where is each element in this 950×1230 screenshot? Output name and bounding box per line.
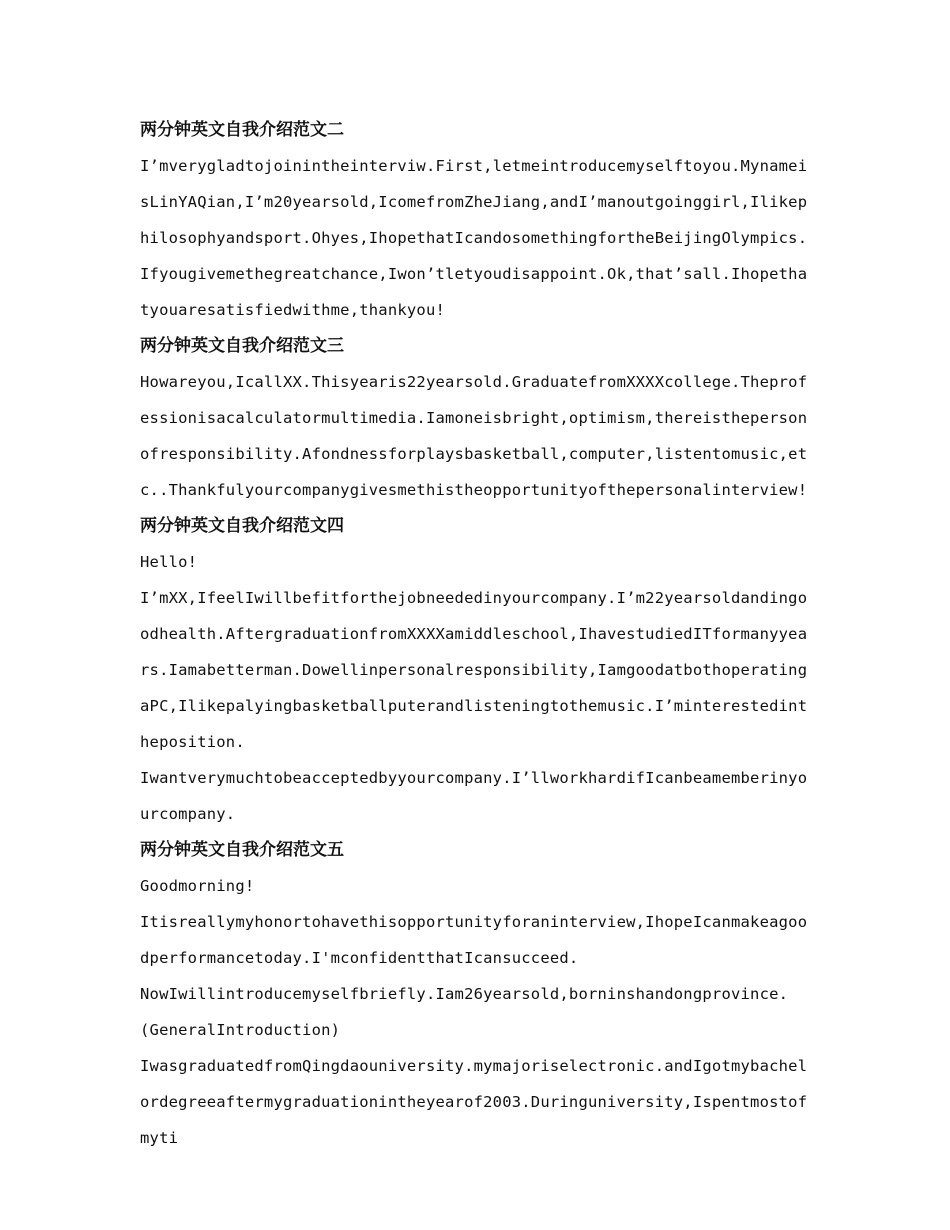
section-heading: 两分钟英文自我介绍范文五 (140, 840, 344, 860)
section-paragraph: I’mXX,IfeelIwillbefitforthejobneededinyourcompany.I’m22yearsoldandingoodhealth.AftergraduationfromXXXXamiddleschool,IhavestudiedITformanyyears.Iamabetterman.Dowellinpersonalresponsibility,IamgoodatbothoperatingaPC,Ilikepalyingbasketballputerandlisteningtothemusic.I’minterestedintheposition. (140, 589, 808, 751)
document-body (140, 112, 815, 1156)
section-paragraph: Itisreallymyhonortohavethisopportunityforaninterview,IhopeIcanmakeagoodperformancetoday.I'mconfidentthatIcansucceed. (140, 913, 808, 967)
section-paragraph: NowIwillintroducemyselfbriefly.Iam26yearsold,borninshandongprovince. (140, 985, 789, 1003)
section-paragraph: Iwantverymuchtobeacceptedbyyourcompany.I’llworkhardifIcanbeamemberinyourcompany. (140, 769, 808, 823)
section-paragraph: Howareyou,IcallXX.Thisyearis22yearsold.GraduatefromXXXXcollege.Theprofessionisacalculatormultimedia.Iamoneisbright,optimism,thereisthepersonofresponsibility.Afondnessforplaysbasketball,computer,listentomusic,etc..Thankfulyourcompanygivesmethistheopportunityofthepersonalinterview! (140, 373, 808, 499)
section-paragraph: I’mverygladtojoinintheinterviw.First,letmeintroducemyselftoyou.MynameisLinYAQian,I’m20yearsold,IcomefromZheJiang,andI’manoutgoinggirl,Ilikephilosophyandsport.Ohyes,IhopethatIcandosomethingfortheBeijingOlympics.Ifyougivemethegreatchance,Iwon’tletyoudisappoint.Ok,that’sall.Ihopethatyouaresatisfiedwithme,thankyou! (140, 157, 808, 319)
section-heading: 两分钟英文自我介绍范文三 (140, 336, 344, 356)
section-paragraph: (GeneralIntroduction) (140, 1021, 341, 1039)
section-heading: 两分钟英文自我介绍范文二 (140, 120, 344, 140)
section-paragraph: Goodmorning! (140, 877, 255, 895)
section-paragraph: IwasgraduatedfromQingdaouniversity.mymajoriselectronic.andIgotmybachelordegreeaftermygraduationintheyearof2003.Duringuniversity,Ispentmostofmyti (140, 1057, 808, 1147)
section-paragraph: Hello! (140, 553, 198, 571)
section-heading: 两分钟英文自我介绍范文四 (140, 516, 344, 536)
